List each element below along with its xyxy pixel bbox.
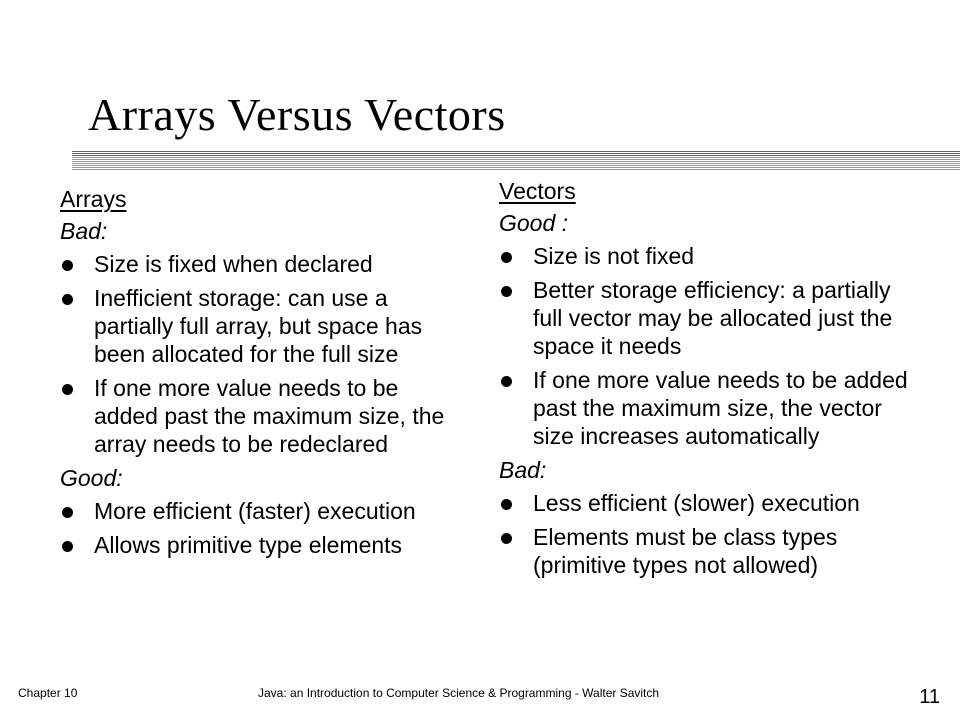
arrays-good-label: Good: xyxy=(60,465,123,491)
vectors-good-list xyxy=(499,242,919,450)
arrays-good-list xyxy=(60,497,460,559)
bullet-dot-icon xyxy=(62,260,73,271)
list-item xyxy=(60,284,460,368)
footer-chapter: Chapter 10 xyxy=(18,686,78,700)
list-item-text: Elements must be class types (primitive types not allowed) xyxy=(533,524,838,578)
bullet-dot-icon xyxy=(501,533,512,544)
slide-title: Arrays Versus Vectors xyxy=(88,89,506,140)
list-item-text: Inefficient storage: can use a partially full array, but space has been allocated for the full size xyxy=(94,285,423,367)
bullet-dot-icon xyxy=(501,376,512,387)
list-item-text: Size is fixed when declared xyxy=(94,251,373,277)
list-item-text: Less efficient (slower) execution xyxy=(533,490,860,516)
vectors-good-label: Good : xyxy=(499,210,569,236)
bullet-dot-icon xyxy=(501,252,512,263)
list-item xyxy=(499,489,919,517)
list-item xyxy=(499,276,919,360)
title-divider-rule xyxy=(72,151,960,171)
bullet-dot-icon xyxy=(501,499,512,510)
list-item xyxy=(60,250,460,278)
list-item-text: More efficient (faster) execution xyxy=(94,498,416,524)
vectors-bad-list xyxy=(499,489,919,579)
list-item-text: If one more value needs to be added past the maximum size, the vector size increases automatically xyxy=(533,367,908,449)
vectors-heading: Vectors xyxy=(499,178,576,204)
list-item xyxy=(499,242,919,270)
list-item-text: If one more value needs to be added past the maximum size, the array needs to be redeclared xyxy=(94,375,445,457)
bullet-dot-icon xyxy=(62,384,73,395)
list-item xyxy=(60,497,460,525)
list-item-text: Size is not fixed xyxy=(533,243,695,269)
bullet-dot-icon xyxy=(62,294,73,305)
list-item xyxy=(499,523,919,579)
page-number: 11 xyxy=(919,686,940,708)
arrays-column xyxy=(60,185,460,565)
bullet-dot-icon xyxy=(62,541,73,552)
bullet-dot-icon xyxy=(62,507,73,518)
list-item-text: Allows primitive type elements xyxy=(94,532,403,558)
vectors-bad-label: Bad: xyxy=(499,457,547,483)
bullet-dot-icon xyxy=(501,286,512,297)
list-item xyxy=(60,531,460,559)
arrays-heading: Arrays xyxy=(60,186,127,212)
vectors-column xyxy=(499,177,919,585)
arrays-bad-label: Bad: xyxy=(60,218,108,244)
footer-book-title: Java: an Introduction to Computer Science & Programming - Walter Savitch xyxy=(258,686,660,700)
list-item-text: Better storage efficiency: a partially full vector may be allocated just the space it needs xyxy=(533,277,893,359)
arrays-bad-list xyxy=(60,250,460,458)
list-item xyxy=(60,374,460,458)
list-item xyxy=(499,366,919,450)
